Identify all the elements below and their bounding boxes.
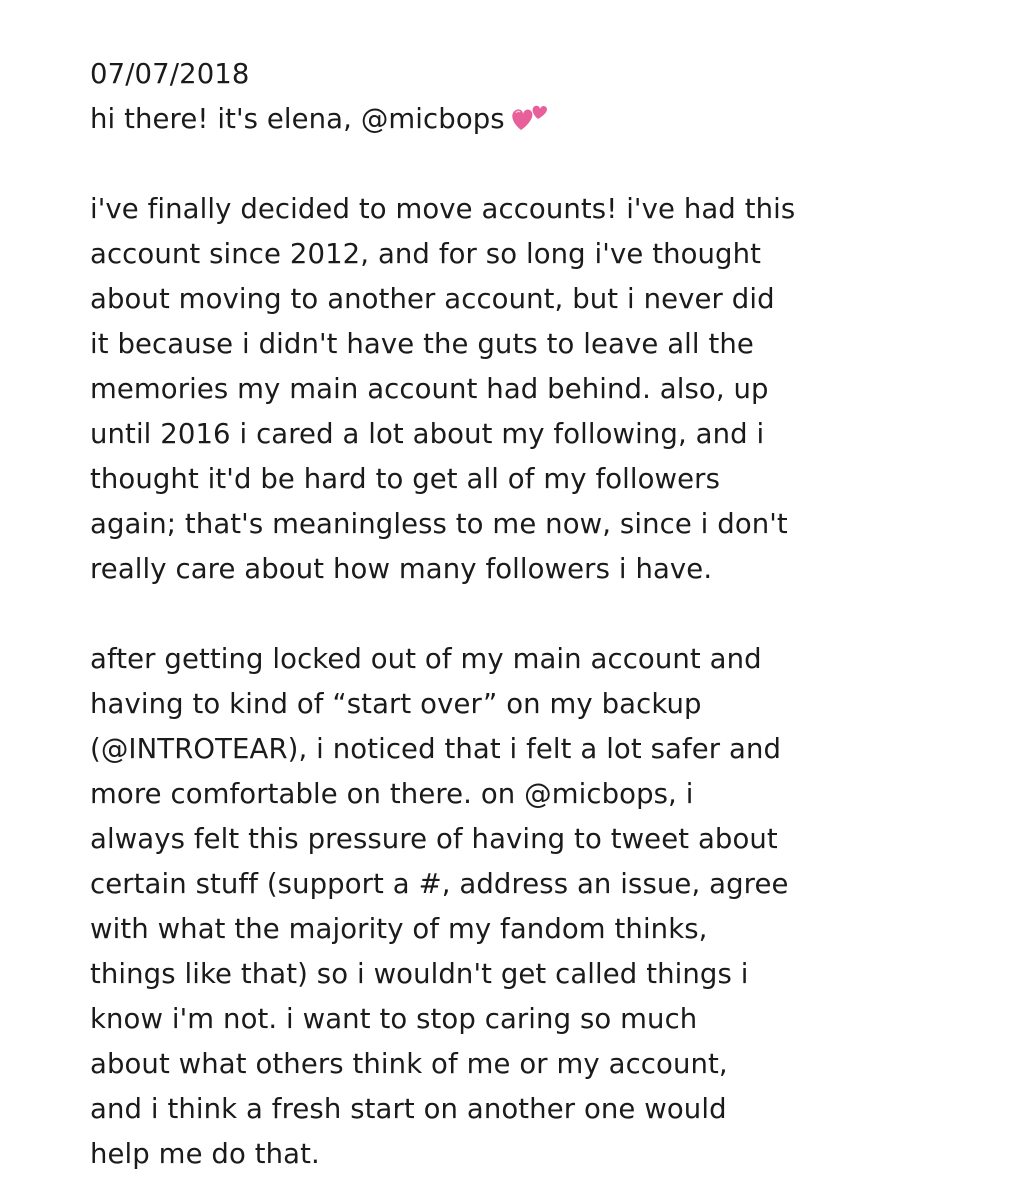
paragraph-line: it because i didn't have the guts to leave all the	[90, 328, 754, 360]
paragraph-line: and i think a fresh start on another one would	[90, 1093, 727, 1125]
paragraph-line: things like that) so i wouldn't get called things i	[90, 958, 749, 990]
paragraph-2	[90, 637, 990, 1177]
paragraph-line: really care about how many followers i have.	[90, 553, 713, 585]
paragraph-line: memories my main account had behind. also, up	[90, 373, 769, 405]
paragraph-line: after getting locked out of my main account and	[90, 643, 762, 675]
paragraph-line: account since 2012, and for so long i've thought	[90, 238, 762, 270]
paragraph-line: with what the majority of my fandom thinks,	[90, 913, 708, 945]
paragraph-line: about what others think of me or my account,	[90, 1048, 728, 1080]
two-hearts-icon	[511, 100, 551, 134]
note-greeting: hi there! it's elena, @micbops	[90, 103, 505, 135]
paragraph-line: know i'm not. i want to stop caring so much	[90, 1003, 698, 1035]
paragraph-line: (@INTROTEAR), i noticed that i felt a lot safer and	[90, 733, 782, 765]
blank-line	[90, 592, 990, 637]
paragraph-line: again; that's meaningless to me now, since i don't	[90, 508, 788, 540]
paragraph-line: about moving to another account, but i never did	[90, 283, 775, 315]
note-greeting-line	[90, 97, 990, 142]
paragraph-line: help me do that.	[90, 1138, 320, 1170]
paragraph-line: i've finally decided to move accounts! i've had this	[90, 193, 796, 225]
note-body	[90, 52, 990, 1177]
paragraph-line: having to kind of “start over” on my backup	[90, 688, 702, 720]
paragraph-line: until 2016 i cared a lot about my following, and i	[90, 418, 765, 450]
paragraph-line: more comfortable on there. on @micbops, i	[90, 778, 694, 810]
note-date: 07/07/2018	[90, 58, 250, 90]
paragraph-line: thought it'd be hard to get all of my followers	[90, 463, 721, 495]
paragraph-1	[90, 187, 990, 592]
paragraph-line: always felt this pressure of having to tweet about	[90, 823, 778, 855]
blank-line	[90, 142, 990, 187]
paragraph-line: certain stuff (support a #, address an issue, agree	[90, 868, 789, 900]
